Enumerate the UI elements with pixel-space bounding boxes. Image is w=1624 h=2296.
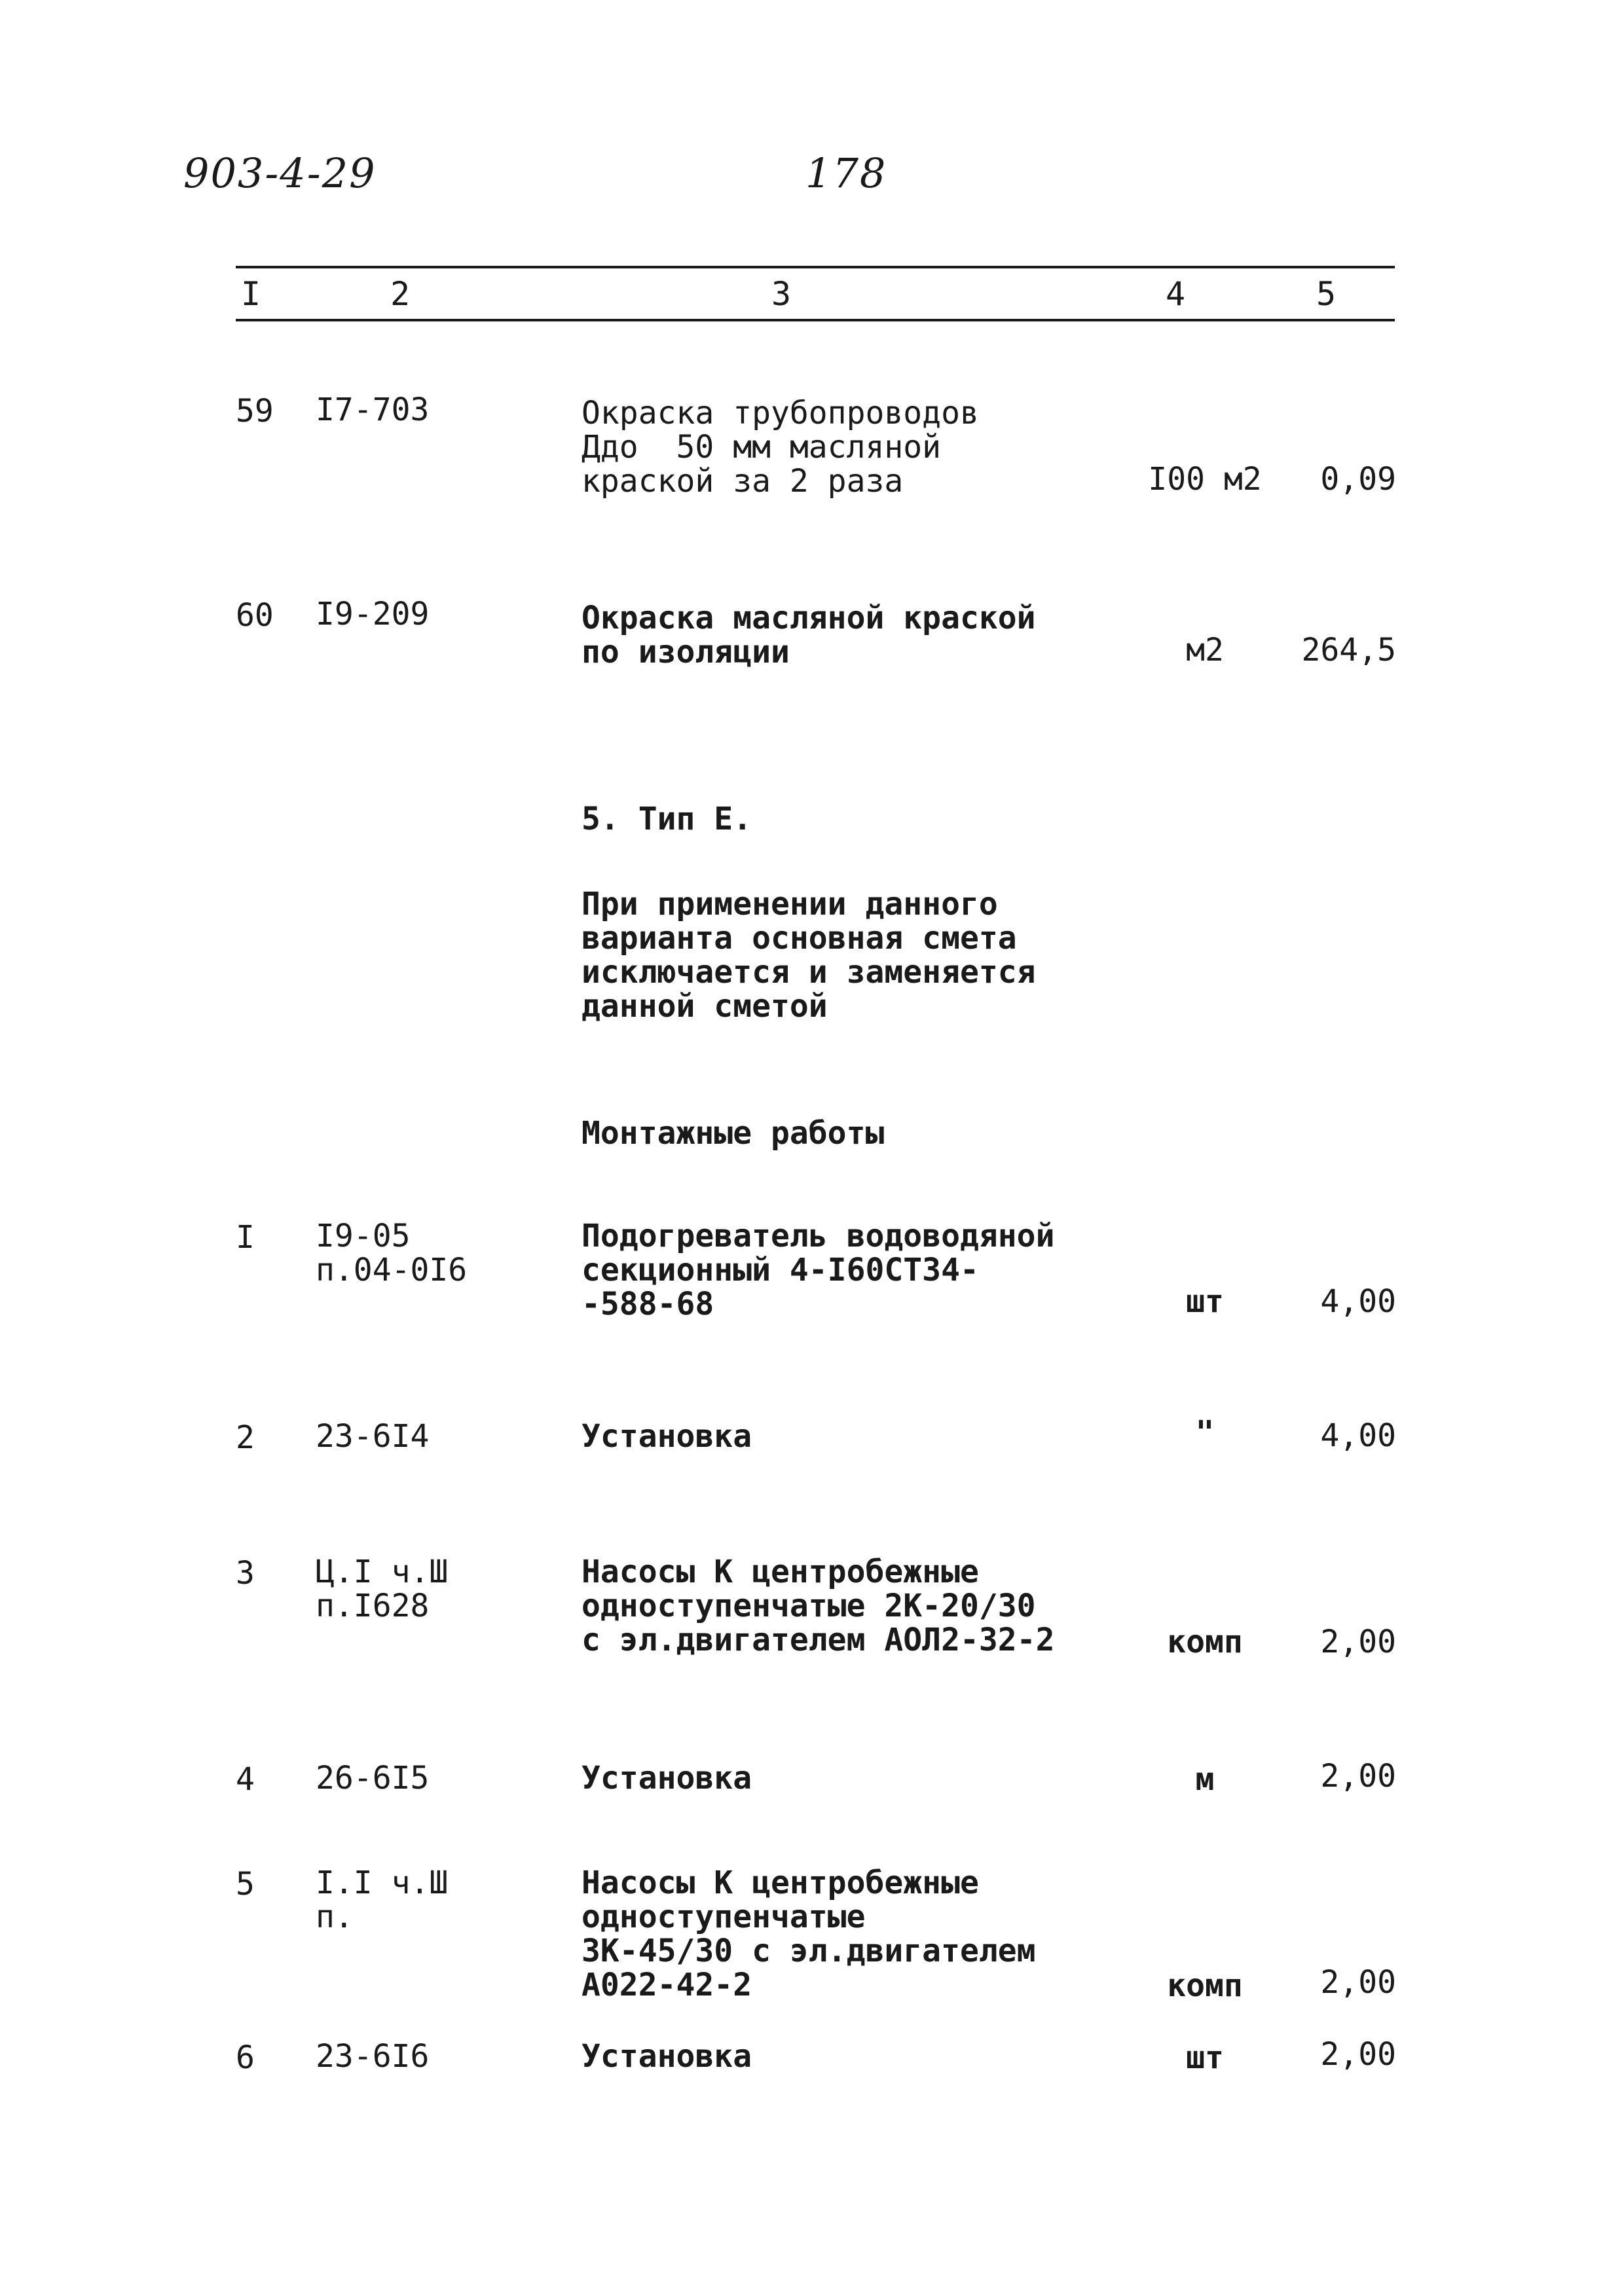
section-subtitle: Монтажные работы (581, 1115, 885, 1152)
unit: шт (1186, 2039, 1224, 2076)
row-number: I (236, 1219, 255, 1256)
row-number: 60 (236, 597, 274, 634)
document-code: 903-4-29 (183, 149, 377, 197)
norm-code: I.I ч.Ш п. (316, 1865, 449, 1935)
row-number: 4 (236, 1761, 255, 1798)
column-header-3: 3 (771, 275, 792, 313)
norm-code: 26-6I5 (316, 1760, 430, 1796)
work-description: Окраска масляной краской по изоляции (581, 600, 1036, 670)
quantity: 2,00 (1320, 1964, 1396, 2001)
quantity: 2,00 (1320, 1624, 1396, 1660)
unit: шт (1186, 1283, 1224, 1320)
quantity: 4,00 (1320, 1417, 1396, 1454)
norm-code: 23-6I4 (316, 1418, 430, 1455)
quantity: 2,00 (1320, 1758, 1396, 1795)
column-header-4: 4 (1166, 275, 1186, 313)
column-header-2: 2 (390, 275, 411, 313)
unit: " (1195, 1414, 1215, 1451)
unit: комп (1167, 1624, 1243, 1660)
column-header-1: I (241, 275, 261, 313)
section-note: При применении данного варианта основная смета исключается и заменяется данной сметой (581, 886, 1036, 1025)
column-header-5: 5 (1316, 275, 1337, 313)
work-description: Окраска трубопроводов Ддо 50 мм масляной краской за 2 раза (581, 395, 979, 500)
quantity: 2,00 (1320, 2036, 1396, 2073)
norm-code: I7-703 (316, 392, 430, 428)
unit: комп (1167, 1967, 1243, 2004)
quantity: 4,00 (1320, 1283, 1396, 1320)
norm-code: I9-209 (316, 596, 430, 632)
row-number: 6 (236, 2039, 255, 2076)
table-header-rule (236, 319, 1395, 321)
unit: м (1195, 1761, 1215, 1798)
row-number: 5 (236, 1866, 255, 1903)
norm-code: I9-05 п.04-0I6 (316, 1218, 468, 1288)
quantity: 0,09 (1320, 461, 1396, 498)
work-description: Установка (581, 1418, 752, 1455)
work-description: Установка (581, 1760, 752, 1796)
row-number: 59 (236, 393, 274, 429)
work-description: Подогреватель водоводяной секционный 4-I60СТ34- -588-68 (581, 1218, 1055, 1322)
row-number: 3 (236, 1555, 255, 1592)
quantity: 264,5 (1301, 632, 1396, 668)
unit: I00 м2 (1148, 461, 1262, 498)
row-number: 2 (236, 1419, 255, 1456)
work-description: Установка (581, 2038, 752, 2075)
table-top-rule (236, 266, 1395, 268)
work-description: Насосы К центробежные одноступенчатые 2К-20/30 с эл.двигателем АОЛ2-32-2 (581, 1554, 1055, 1658)
section-title: 5. Тип Е. (581, 801, 752, 837)
page-number: 178 (805, 149, 887, 197)
norm-code: Ц.I ч.Ш п.I628 (316, 1554, 449, 1624)
norm-code: 23-6I6 (316, 2038, 430, 2075)
unit: м2 (1186, 632, 1224, 668)
work-description: Насосы К центробежные одноступенчатые 3К-45/30 с эл.двигателем А022-42-2 (581, 1865, 1036, 2003)
